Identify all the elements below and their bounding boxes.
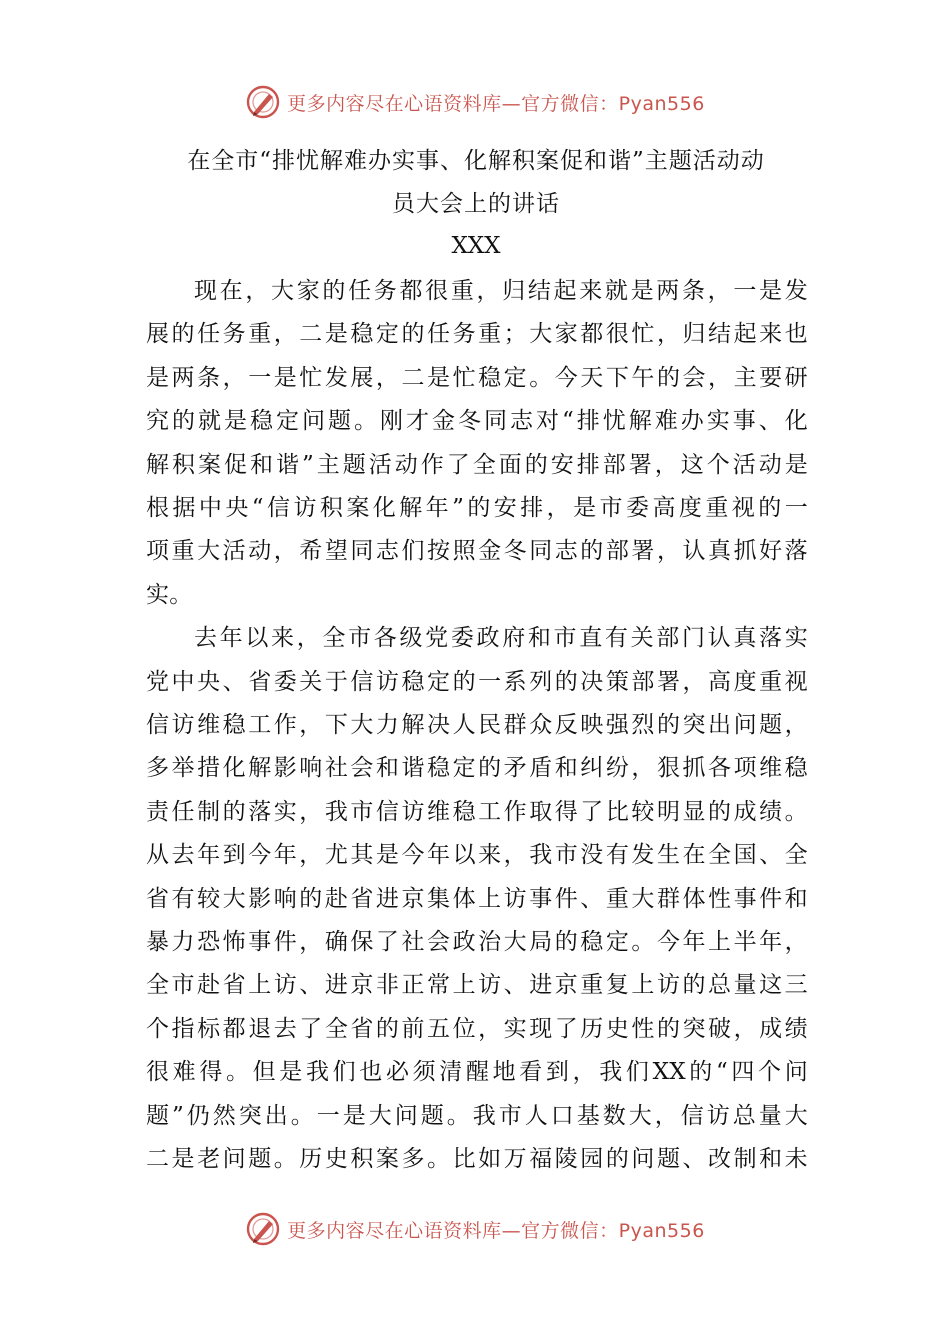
body-line: 究的就是稳定问题。刚才金冬同志对“排忧解难办实事、化 (146, 408, 808, 435)
document-author: XXX (451, 233, 501, 259)
body-line: 去年以来，全市各级党委政府和市直有关部门认真落实 (194, 625, 808, 652)
body-line: 个指标都退去了全省的前五位，实现了历史性的突破，成绩 (146, 1015, 808, 1042)
header-watermark-text: 更多内容尽在心语资料库—官方微信：Pyan556 (287, 92, 705, 115)
body-line: 从去年到今年，尤其是今年以来，我市没有发生在全国、全 (146, 842, 808, 869)
body-line: 是两条，一是忙发展，二是忙稳定。今天下午的会，主要研 (146, 364, 808, 391)
body-line: 题”仍然突出。一是大问题。我市人口基数大，信访总量大 (146, 1102, 808, 1129)
document-title-line-1: 在全市“排忧解难办实事、化解积案促和谐”主题活动动 (187, 148, 765, 174)
body-line: 展的任务重，二是稳定的任务重；大家都很忙，归结起来也 (146, 321, 808, 348)
body-line: 二是老问题。历史积案多。比如万福陵园的问题、改制和未 (146, 1146, 808, 1172)
body-line: 暴力恐怖事件，确保了社会政治大局的稳定。今年上半年， (146, 929, 808, 955)
body-line: 实。 (146, 581, 193, 608)
pen-circle-logo-icon (245, 1211, 281, 1247)
footer-watermark-text: 更多内容尽在心语资料库—官方微信：Pyan556 (287, 1219, 705, 1242)
document-title-line-2: 员大会上的讲话 (392, 191, 560, 217)
footer-watermark (0, 1209, 950, 1249)
body-line: 项重大活动，希望同志们按照金冬同志的部署，认真抓好落 (146, 538, 808, 565)
body-line: 党中央、省委关于信访稳定的一系列的决策部署，高度重视 (146, 668, 808, 695)
body-line: 全市赴省上访、进京非正常上访、进京重复上访的总量这三 (146, 972, 808, 999)
body-line: 解积案促和谐”主题活动作了全面的安排部署，这个活动是 (146, 451, 808, 478)
body-line: 省有较大影响的赴省进京集体上访事件、重大群体性事件和 (146, 885, 808, 912)
header-watermark (0, 82, 950, 122)
body-line: 信访维稳工作，下大力解决人民群众反映强烈的突出问题， (146, 712, 808, 738)
body-line: 现在，大家的任务都很重，归结起来就是两条，一是发 (194, 278, 808, 304)
body-line: 责任制的落实，我市信访维稳工作取得了比较明显的成绩。 (146, 798, 808, 825)
body-line: 多举措化解影响社会和谐稳定的矛盾和纠纷，狠抓各项维稳 (146, 755, 808, 782)
body-line: 很难得。但是我们也必须清醒地看到，我们XX的“四个问 (146, 1059, 808, 1086)
pen-circle-logo-icon (245, 84, 281, 120)
body-line: 根据中央“信访积案化解年”的安排，是市委高度重视的一 (146, 495, 808, 521)
